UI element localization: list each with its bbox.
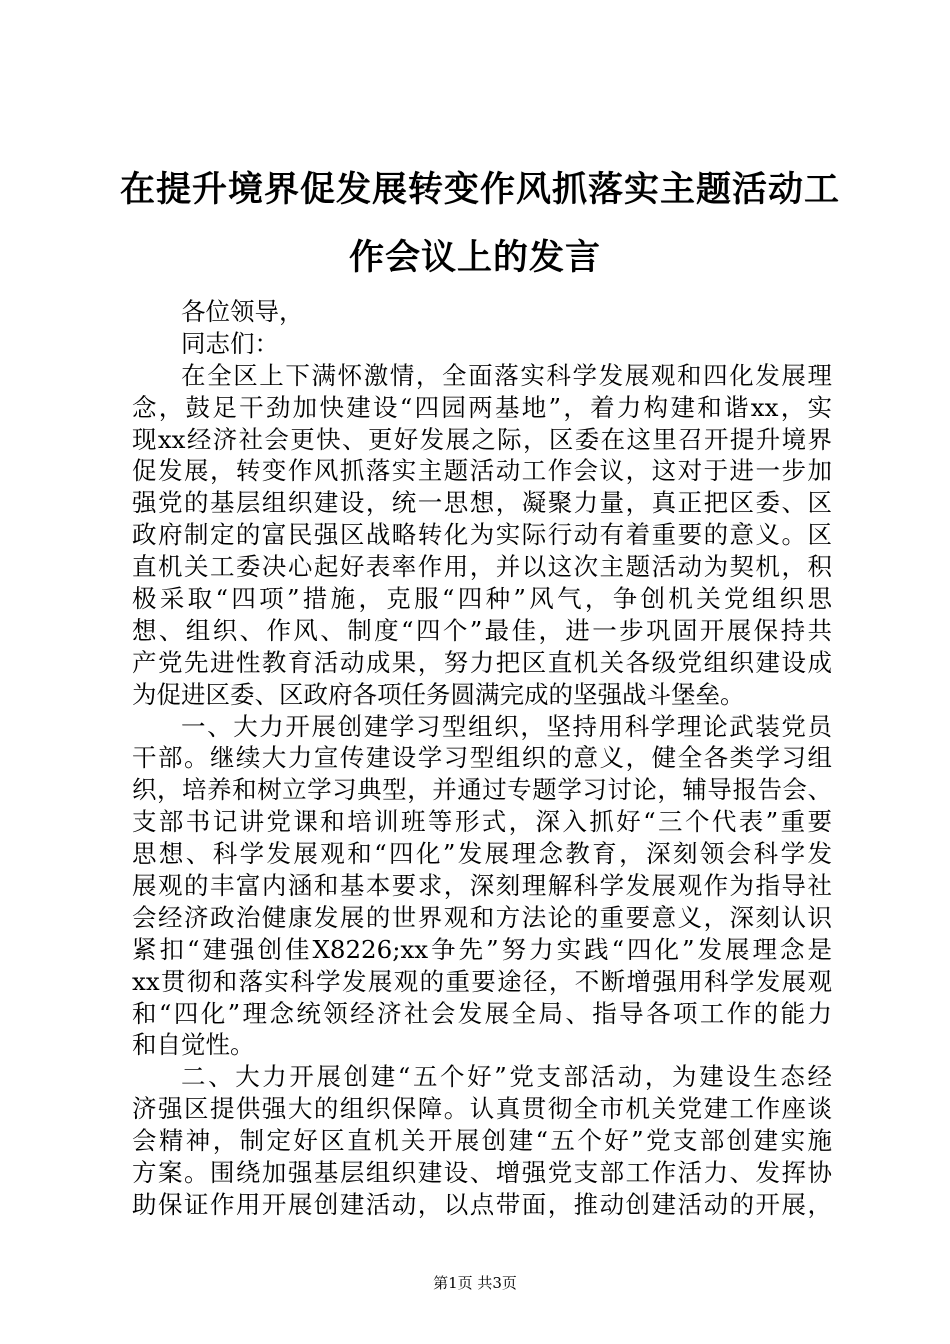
document-body — [132, 296, 832, 1221]
text-line: xx贯彻和落实科学发展观的重要途径，不断增强用科学发展观 — [132, 966, 832, 996]
text-line: 在全区上下满怀激情，全面落实科学发展观和四化发展理 — [181, 360, 832, 390]
text-line: 会精神，制定好区直机关开展创建“五个好”党支部创建实施 — [132, 1126, 832, 1156]
text-line: 一、大力开展创建学习型组织，坚持用科学理论武装党员 — [181, 711, 832, 741]
page-title — [120, 156, 841, 292]
paragraph-section-one — [132, 711, 832, 1062]
text-line: 二、大力开展创建“五个好”党支部活动，为建设生态经 — [181, 1062, 832, 1092]
text-line: 极采取“四项”措施，克服“四种”风气，争创机关党组织思 — [132, 584, 832, 614]
text-line: 和“四化”理念统领经济社会发展全局、指导各项工作的能力 — [132, 998, 832, 1028]
text-line: 想、组织、作风、制度“四个”最佳，进一步巩固开展保持共 — [132, 615, 832, 645]
salutation-comrades: 同志们： — [181, 328, 279, 358]
text-line: 展观的丰富内涵和基本要求，深刻理解科学发展观作为指导社 — [132, 871, 832, 901]
text-line: 紧扣“建强创佳X8226;xx争先”努力实践“四化”发展理念是 — [132, 934, 832, 964]
salutation-leaders: 各位领导， — [181, 297, 304, 326]
text-line: 支部书记讲党课和培训班等形式，深入抓好“三个代表”重要 — [132, 807, 832, 837]
text-line: 助保证作用开展创建活动，以点带面，推动创建活动的开展， — [132, 1189, 832, 1219]
text-line: 思想、科学发展观和“四化”发展理念教育，深刻领会科学发 — [132, 839, 832, 869]
text-line: 方案。围绕加强基层组织建设、增强党支部工作活力、发挥协 — [132, 1158, 832, 1188]
paragraph-intro — [132, 360, 832, 711]
page-number-footer: 第1页 共3页 — [433, 1274, 517, 1292]
text-line: 念，鼓足干劲加快建设“四园两基地”，着力构建和谐xx，实 — [132, 392, 832, 422]
text-line: 干部。继续大力宣传建设学习型组织的意义，健全各类学习组 — [132, 743, 832, 773]
text-line: 直机关工委决心起好表率作用，并以这次主题活动为契机，积 — [132, 552, 832, 582]
text-line: 现xx经济社会更快、更好发展之际，区委在这里召开提升境界 — [132, 424, 832, 454]
text-line: 为促进区委、区政府各项任务圆满完成的坚强战斗堡垒。 — [132, 679, 745, 709]
title-line: 在提升境界促发展转变作风抓落实主题活动工 — [120, 169, 841, 210]
text-line: 织，培养和树立学习典型，并通过专题学习讨论，辅导报告会、 — [132, 775, 832, 805]
text-line: 政府制定的富民强区战略转化为实际行动有着重要的意义。区 — [132, 520, 832, 550]
title-line: 作会议上的发言 — [348, 237, 601, 278]
text-line: 济强区提供强大的组织保障。认真贯彻全市机关党建工作座谈 — [132, 1094, 832, 1124]
text-line: 强党的基层组织建设，统一思想，凝聚力量，真正把区委、区 — [132, 488, 832, 518]
text-line: 产党先进性教育活动成果，努力把区直机关各级党组织建设成 — [132, 647, 832, 677]
text-line: 会经济政治健康发展的世界观和方法论的重要意义，深刻认识 — [132, 902, 832, 932]
paragraph-section-two — [132, 1061, 832, 1220]
text-line: 和自觉性。 — [132, 1030, 255, 1060]
text-line: 促发展，转变作风抓落实主题活动工作会议，这对于进一步加 — [132, 456, 832, 486]
